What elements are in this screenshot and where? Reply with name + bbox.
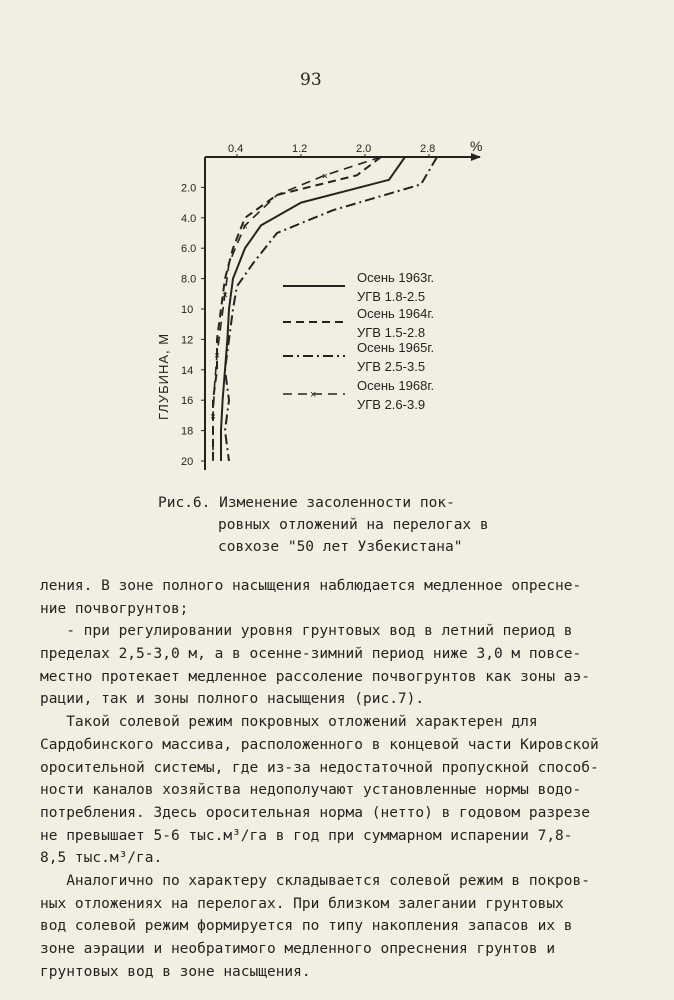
page-number: 93 (300, 70, 322, 90)
series-point-marker: × (210, 411, 217, 423)
x-tick-label: 2.0 (356, 143, 372, 155)
x-unit-label: % (470, 138, 483, 154)
body-line: рации, так и зоны полного насыщения (рис.7). (40, 691, 425, 708)
body-line: 8,5 тыс.м³/га. (40, 850, 163, 867)
body-line: Аналогично по характеру складывается солевой режим в покров- (40, 872, 590, 889)
x-tick-label: 1.2 (292, 143, 308, 155)
legend-series-name: Осень 1963г. (357, 270, 435, 285)
body-line: грунтовых вод в зоне насыщения. (40, 963, 311, 980)
body-line: ние почвогрунтов; (40, 600, 189, 617)
y-tick-label: 4.0 (181, 212, 197, 225)
y-axis-label: ГЛУБИНА, М (156, 332, 171, 420)
legend-series-name: Осень 1965г. (357, 340, 435, 355)
series-line (213, 157, 381, 461)
y-tick-label: 14 (181, 364, 194, 377)
legend-series-ugv: УГВ 2.5-3.5 (357, 359, 426, 374)
salinity-depth-chart (0, 0, 674, 490)
body-line: - при регулировании уровня грунтовых вод в летний период в (40, 623, 573, 640)
series-point-marker: × (222, 289, 229, 301)
y-tick-label: 16 (181, 395, 194, 408)
body-line: ности каналов хозяйства недополучают установленные нормы водо- (40, 782, 582, 799)
y-tick-label: 2.0 (181, 182, 197, 195)
series-point-marker: × (214, 350, 221, 362)
legend-series-name: Осень 1968г. (357, 378, 435, 393)
legend-series-name: Осень 1964г. (357, 306, 435, 321)
body-line: ления. В зоне полного насыщения наблюдается медленное опресне- (40, 578, 582, 594)
y-tick-label: 20 (181, 456, 194, 468)
caption-line-1: Рис.6. Изменение засоленности пок- (158, 495, 455, 511)
body-line: пределах 2,5-3,0 м, а в осенне-зимний период ниже 3,0 м повсе- (40, 646, 582, 663)
body-line: оросительной системы, где из-за недостаточной пропускной способ- (40, 759, 599, 776)
body-line: ных отложениях на перелогах. При близком залегании грунтовых (40, 895, 564, 912)
caption-line-2: ровных отложений на перелогах в (218, 517, 489, 533)
legend-series-ugv: УГВ 2.6-3.9 (357, 397, 426, 412)
series-line (213, 157, 381, 461)
y-tick-label: 8.0 (181, 273, 197, 286)
x-tick-label: 2.8 (420, 143, 436, 155)
body-text (40, 575, 650, 983)
series-point-marker: × (242, 221, 249, 233)
body-line: зоне аэрации и необратимого медленного опреснения грунтов и (40, 941, 556, 957)
y-tick-label: 6.0 (181, 243, 197, 256)
body-line: Такой солевой режим покровных отложений характерен для (40, 714, 538, 731)
body-line: Сардобинского массива, расположенного в концевой части Кировской (40, 736, 599, 753)
y-tick-label: 18 (181, 425, 194, 438)
body-line: не превышает 5-6 тыс.м³/га в год при суммарном испарении 7,8- (40, 827, 573, 844)
legend-series-ugv: УГВ 1.8-2.5 (357, 289, 426, 304)
x-tick-label: 0.4 (228, 143, 244, 155)
legend-series-ugv: УГВ 1.5-2.8 (357, 325, 426, 340)
y-tick-label: 12 (181, 334, 194, 347)
y-tick-label: 10 (181, 304, 194, 316)
series-point-marker: × (322, 171, 329, 183)
x-axis-arrow (471, 153, 481, 161)
body-line: потребления. Здесь оросительная норма (нетто) в годовом разрезе (40, 804, 590, 821)
legend-x-marker: × (310, 389, 317, 401)
body-line: местно протекает медленное рассоление почвогрунтов как зоны аэ- (40, 668, 590, 685)
figure-caption (158, 492, 489, 558)
caption-line-3: совхозе "50 лет Узбекистана" (218, 539, 463, 555)
body-line: вод солевой режим формируется по типу накопления запасов их в (40, 918, 573, 935)
